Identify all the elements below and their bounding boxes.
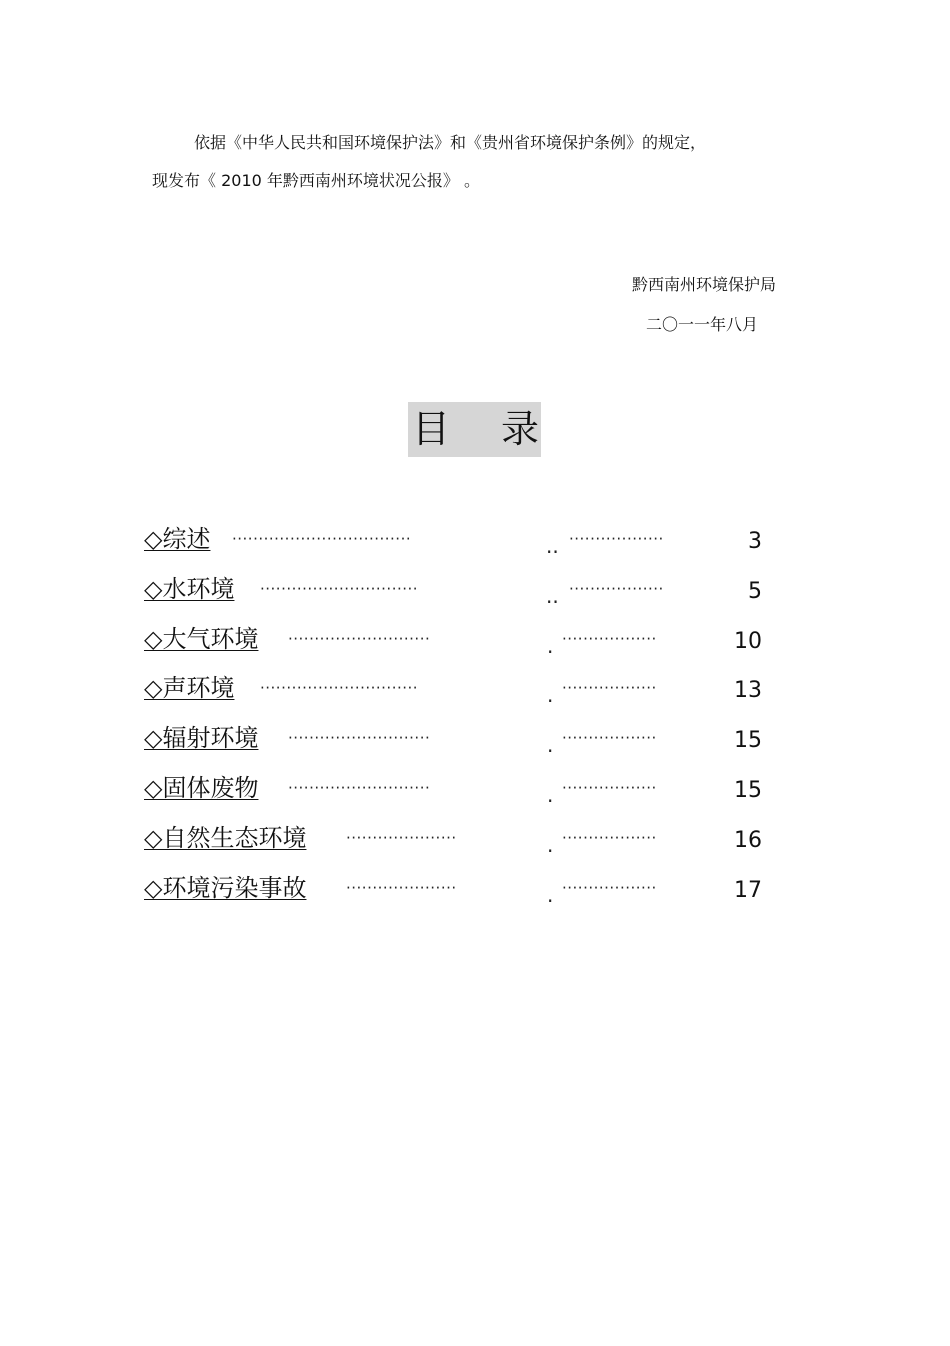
leader-dots: ·················· bbox=[562, 779, 657, 797]
toc-entry[interactable] bbox=[144, 821, 784, 861]
gap-dots: .. bbox=[546, 534, 559, 558]
toc-entry-label[interactable]: ◇自然生态环境 bbox=[144, 824, 307, 852]
toc-page-number: 3 bbox=[748, 529, 762, 554]
leader-dots: ·················· bbox=[562, 879, 657, 897]
toc-entry[interactable] bbox=[144, 721, 784, 761]
leader-dots: ··························· bbox=[288, 729, 431, 747]
toc-entry-label[interactable]: ◇辐射环境 bbox=[144, 724, 259, 752]
issue-date: 二〇一一年八月 bbox=[645, 315, 758, 334]
intro-line-1: 依据《中华人民共和国环境保护法》和《贵州省环境保护条例》的规定， bbox=[194, 133, 707, 152]
leader-dots: ··························· bbox=[288, 779, 431, 797]
intro-paragraph bbox=[152, 124, 792, 200]
toc-entry-label[interactable]: ◇综述 bbox=[144, 525, 211, 553]
toc-page-number: 5 bbox=[748, 579, 762, 604]
toc-title bbox=[408, 402, 541, 457]
toc-title-char-1: 目 bbox=[412, 407, 451, 451]
toc-page-number: 17 bbox=[734, 878, 762, 903]
intro-line-2: 现发布《 2010 年黔西南州环境状况公报》 。 bbox=[152, 171, 480, 190]
leader-dots: ······························ bbox=[260, 580, 419, 598]
toc-page-number: 15 bbox=[734, 778, 762, 803]
gap-dots: . bbox=[547, 634, 554, 658]
toc-entry[interactable] bbox=[144, 871, 784, 911]
toc-page-number: 16 bbox=[734, 828, 762, 853]
toc-entry-label[interactable]: ◇大气环境 bbox=[144, 625, 259, 653]
leader-dots: ·················· bbox=[562, 729, 657, 747]
toc-entry[interactable] bbox=[144, 671, 784, 711]
gap-dots: . bbox=[547, 833, 554, 857]
toc-entry-label[interactable]: ◇水环境 bbox=[144, 575, 235, 603]
toc-entry-label[interactable]: ◇固体废物 bbox=[144, 774, 259, 802]
toc-page-number: 15 bbox=[734, 728, 762, 753]
gap-dots: . bbox=[547, 733, 554, 757]
leader-dots: ·················· bbox=[569, 530, 664, 548]
toc-entry[interactable] bbox=[144, 622, 784, 662]
toc-title-char-2: 录 bbox=[500, 407, 539, 451]
toc-entry-label[interactable]: ◇声环境 bbox=[144, 674, 235, 702]
toc-entry-label[interactable]: ◇环境污染事故 bbox=[144, 874, 307, 902]
leader-dots: ··························· bbox=[288, 630, 431, 648]
leader-dots: ····················· bbox=[346, 829, 457, 847]
gap-dots: . bbox=[547, 683, 554, 707]
toc-entry[interactable] bbox=[144, 522, 784, 562]
leader-dots: ····················· bbox=[346, 879, 457, 897]
gap-dots: . bbox=[547, 883, 554, 907]
issuing-organization: 黔西南州环境保护局 bbox=[631, 275, 776, 294]
toc-entry[interactable] bbox=[144, 572, 784, 612]
toc-page-number: 10 bbox=[734, 629, 762, 654]
leader-dots: ······························ bbox=[260, 679, 419, 697]
toc-page-number: 13 bbox=[734, 678, 762, 703]
leader-dots: ·································· bbox=[232, 530, 412, 548]
gap-dots: .. bbox=[546, 584, 559, 608]
gap-dots: . bbox=[547, 783, 554, 807]
toc-entry[interactable] bbox=[144, 771, 784, 811]
leader-dots: ·················· bbox=[569, 580, 664, 598]
leader-dots: ·················· bbox=[562, 679, 657, 697]
leader-dots: ·················· bbox=[562, 829, 657, 847]
leader-dots: ·················· bbox=[562, 630, 657, 648]
